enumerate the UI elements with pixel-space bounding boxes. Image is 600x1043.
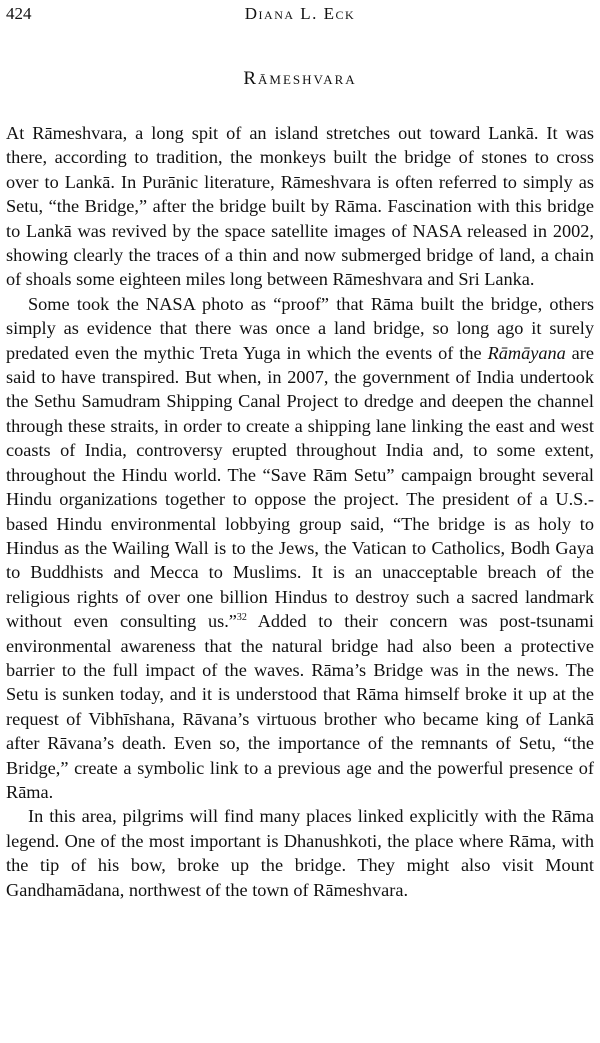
paragraph-3: In this area, pilgrims will find many places linked explicitly with the Rāma legend. One of the most important is Dhanushkoti, the place where Rāma, with the tip of his bow, broke up the bridge. They might also visit Mount Gandhamādana, northwest of the town of Rāmeshvara. (6, 806, 594, 900)
footnote-marker[interactable]: 32 (236, 612, 247, 624)
running-head-author: Diana L. Eck (244, 4, 356, 23)
paragraph-2-lead: Some took the NASA photo as “proof” that Rāma built the bridge, others simply as evidence that there was once a land bridge, so long ago it surely predated even the mythic Treta Yuga in which the events of the (6, 293, 594, 363)
paragraph-1: At Rāmeshvara, a long spit of an island stretches out toward Lankā. It was there, according to tradition, the monkeys built the bridge of stones to cross over to Lankā. In Purānic literature, Rāmeshvara is often referred to simply as Setu, “the Bridge,” after the bridge built by Rāma. Fascination with this bridge to Lankā was revived by the space satellite images of NASA released in 2002, showing clearly the traces of a thin and now submerged bridge of land, a chain of shoals some eighteen miles long between Rāmeshvara and Sri Lanka. (6, 123, 594, 290)
ramayana-title: Rāmāyana (487, 342, 566, 363)
running-head (6, 4, 594, 26)
paragraph-2-middle: are said to have transpired. But when, in 2007, the government of India undertook the Sethu Samudram Shipping Canal Project to dredge and deepen the channel through these straits, in order to create a shipping lane linking the east and west coasts of India, controversy erupted throughout India and, to some extent, throughout the Hindu world. The “Save Rām Setu” campaign brought several Hindu organizations together to oppose the project. The president of a U.S.-based Hindu environmental lobbying group said, “The bridge is as holy to Hindus as the Wailing Wall is to the Jews, the Vatican to Catholics, Bodh Gaya to Buddhists and Mecca to Muslims. It is an unacceptable breach of the religious rights of over one billion Hindus to destroy such a sacred landmark without even consulting us.” (6, 342, 595, 632)
body-text (6, 121, 594, 902)
paragraph-2-tail: Added to their concern was post-tsunami environmental awareness that the natural bridge had also been a protective barrier to the full impact of the waves. Rāma’s Bridge was in the news. The Setu is sunken today, and it is understood that Rāma himself broke it up at the request of Vibhīshana, Rāvana’s virtuous brother who became king of Lankā after Rāvana’s death. Even so, the importance of the remnants of Setu, “the Bridge,” create a symbolic link to a previous age and the powerful presence of Rāma. (6, 611, 594, 802)
page-number: 424 (6, 4, 32, 23)
section-heading: Rāmeshvara (243, 68, 357, 89)
paragraph-2 (6, 292, 594, 805)
